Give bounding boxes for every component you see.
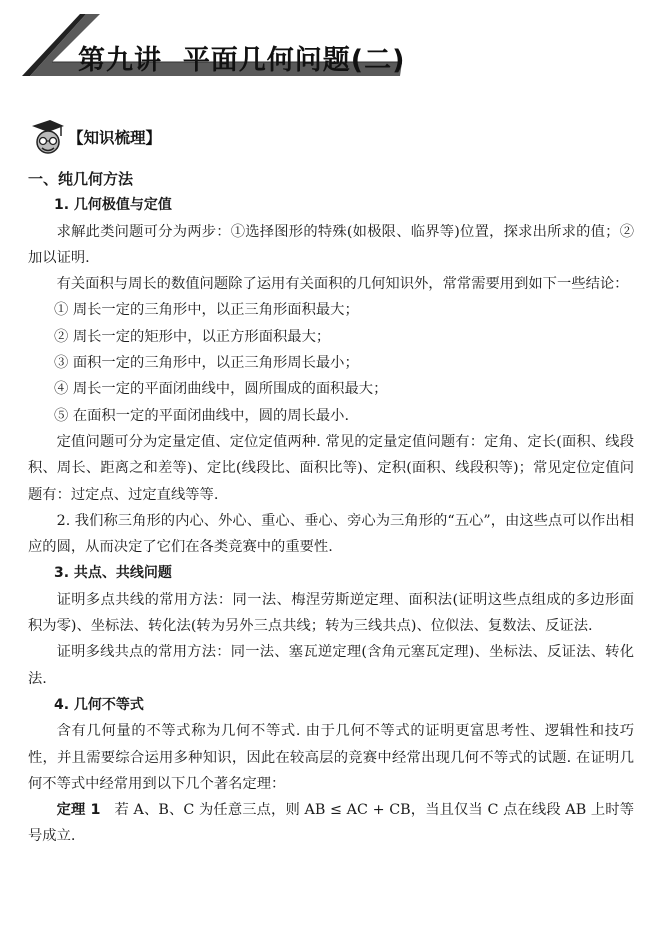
paragraph-five-centers: 2. 我们称三角形的内心、外心、重心、垂心、旁心为三角形的“五心”，由这些点可以作出相应的圆，从而决定了它们在各类竞赛中的重要性. [28,512,634,556]
list-item: ⑤ 在面积一定的平面闭曲线中，圆的周长最小. [54,407,350,424]
subsection-heading-collinear: 3. 共点、共线问题 [54,565,172,582]
theorem-text: 若 A、B、C 为任意三点，则 AB ≤ AC + CB，当且仅当 C 点在线段 AB 上时等号成立. [28,802,634,845]
theorem-label: 定理 1 [56,802,101,819]
subsection-heading-inequality: 4. 几何不等式 [54,696,144,713]
list-item: ② 周长一定的矩形中，以正方形面积最大； [54,328,331,345]
paragraph: 证明多点共线的常用方法：同一法、梅涅劳斯逆定理、面积法(证明这些点组成的多边形面积为零)、坐标法、转化法(转为另外三点共线；转为三线共点)、位似法、复数法、反证法. [28,591,634,635]
subsection-heading-extremum: 1. 几何极值与定值 [54,197,172,214]
paragraph: 求解此类问题可分为两步：①选择图形的特殊(如极限、临界等)位置，探求出所求的值；②加以证明. [28,223,634,266]
paragraph: 含有几何量的不等式称为几何不等式. 由于几何不等式的证明更富思考性、逻辑性和技巧性，并且需要综合运用多种知识，因此在较高层的竞赛中经常出现几何不等式的试题. 在证明几何不等式中经常用到以下几个著名定理： [28,723,634,792]
section-heading-pure-geometry: 一、纯几何方法 [28,170,134,188]
scholar-icon [28,118,66,158]
list-item: ④ 周长一定的平面闭曲线中，圆所围成的面积最大； [54,381,388,398]
chapter-number: 第九讲 [78,45,162,76]
chapter-name: 平面几何问题(二) [182,45,406,76]
paragraph: 证明多线共点的常用方法：同一法、塞瓦逆定理(含角元塞瓦定理)、坐标法、反证法、转化法. [28,644,634,687]
theorem-1 [28,797,634,850]
main-content [28,166,634,850]
list-item: ③ 面积一定的三角形中，以正三角形周长最小； [54,355,359,372]
paragraph: 定值问题可分为定量定值、定位定值两种. 常见的定量定值问题有：定角、定长(面积、线段积、周长、距离之和差等)、定比(线段比、面积比等)、定积(面积、线段积等)；常见定位定值问题有：过定点、过定直线等等. [28,433,634,503]
paragraph: 有关面积与周长的数值问题除了运用有关面积的几何知识外，常常需要用到如下一些结论： [56,276,629,293]
chapter-title [78,38,406,77]
list-item: ① 周长一定的三角形中，以正三角形面积最大； [54,302,359,319]
knowledge-section-label: 【知识梳理】 [68,129,162,147]
